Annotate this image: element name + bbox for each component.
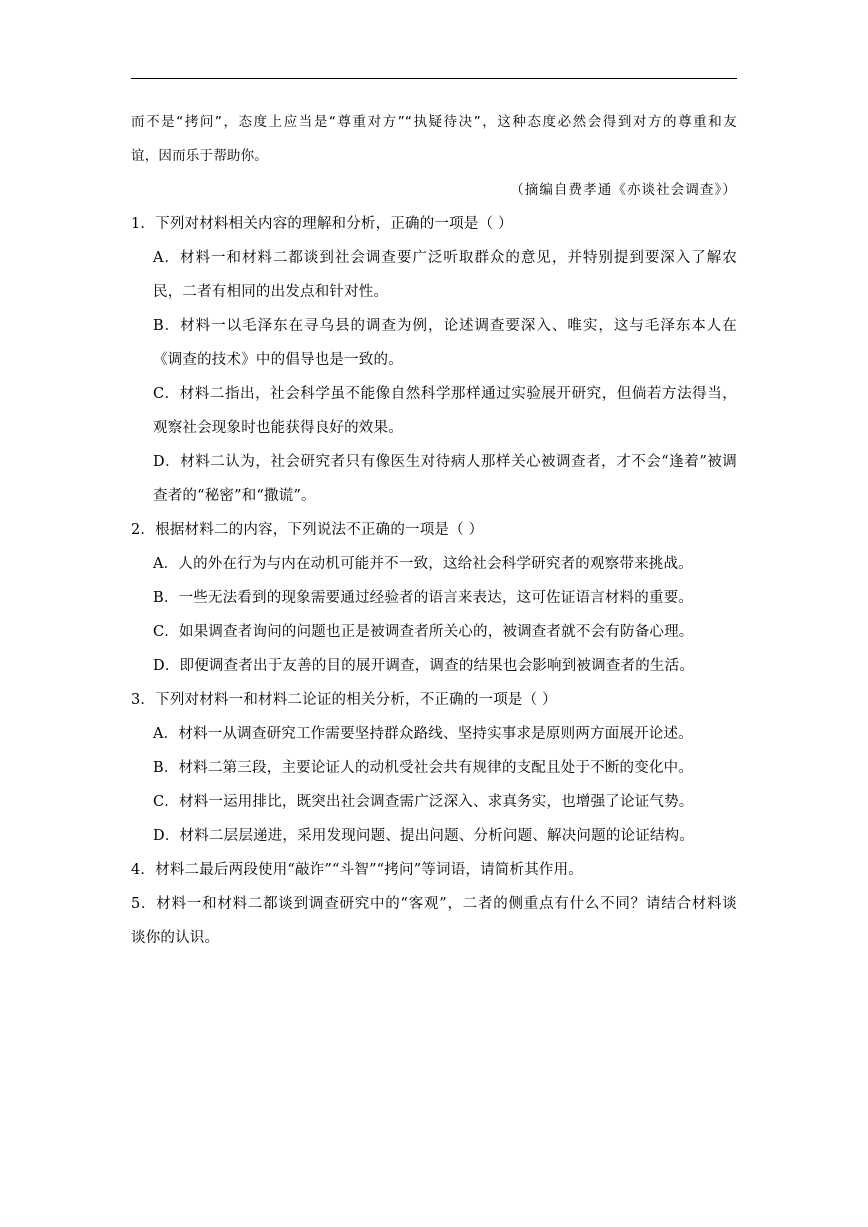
option-b: B．材料二第三段，主要论证人的动机受社会共有规律的支配且处于不断的变化中。 [153, 760, 694, 776]
question-stem: 3．下列对材料一和材料二论证的相关分析，不正确的一项是（ ） [131, 692, 557, 708]
option-a-cont: 民，二者有相同的出发点和针对性。 [153, 284, 389, 300]
question-stem: 2．根据材料二的内容，下列说法不正确的一项是（ ） [131, 522, 484, 538]
question-stem: 5．材料一和材料二都谈到调查研究中的“客观”，二者的侧重点有什么不同？请结合材料谈 [131, 896, 737, 912]
option-b: B．一些无法看到的现象需要通过经验者的语言来表达，这可佐证语言材料的重要。 [153, 590, 694, 606]
passage-source: （摘编自费孝通《亦谈社会调查》） [510, 182, 737, 198]
question-stem: 1．下列对材料相关内容的理解和分析，正确的一项是（ ） [131, 216, 513, 232]
option-c: C．材料一运用排比，既突出社会调查需广泛深入、求真务实，也增强了论证气势。 [153, 794, 694, 810]
option-a: A．人的外在行为与内在动机可能并不一致，这给社会科学研究者的观察带来挑战。 [153, 556, 693, 572]
option-d: D．即便调查者出于友善的目的展开调查，调查的结果也会影响到被调查者的生活。 [153, 658, 695, 674]
option-c: C．如果调查者询问的问题也正是被调查者所关心的，被调查者就不会有防备心理。 [153, 624, 694, 640]
header-rule [131, 78, 737, 79]
passage-line: 而不是“拷问”，态度上应当是“尊重对方”“执疑待决”，这种态度必然会得到对方的尊重和友 [131, 114, 737, 130]
option-a: A．材料一从调查研究工作需要坚持群众路线、坚持实事求是原则两方面展开论述。 [153, 726, 693, 742]
option-b: B．材料一以毛泽东在寻乌县的调查为例，论述调查要深入、唯实，这与毛泽东本人在 [153, 318, 737, 334]
option-a: A．材料一和材料二都谈到社会调查要广泛听取群众的意见，并特别提到要深入了解农 [153, 250, 737, 266]
question-stem: 4．材料二最后两段使用“敲诈”“斗智”“拷问”等词语，请简析其作用。 [131, 862, 583, 878]
option-d: D．材料二认为，社会研究者只有像医生对待病人那样关心被调查者，才不会“逢着”被调 [153, 454, 737, 470]
question-stem-cont: 谈你的认识。 [131, 930, 220, 946]
option-d-cont: 查者的“秘密”和“撒谎”。 [153, 488, 316, 504]
option-c-cont: 观察社会现象时也能获得良好的效果。 [153, 420, 403, 436]
option-c: C．材料二指出，社会科学虽不能像自然科学那样通过实验展开研究，但倘若方法得当， [153, 386, 737, 402]
option-d: D．材料二层层递进，采用发现问题、提出问题、分析问题、解决问题的论证结构。 [153, 828, 695, 844]
option-b-cont: 《调查的技术》中的倡导也是一致的。 [153, 352, 403, 368]
passage-line: 谊，因而乐于帮助你。 [131, 148, 268, 164]
